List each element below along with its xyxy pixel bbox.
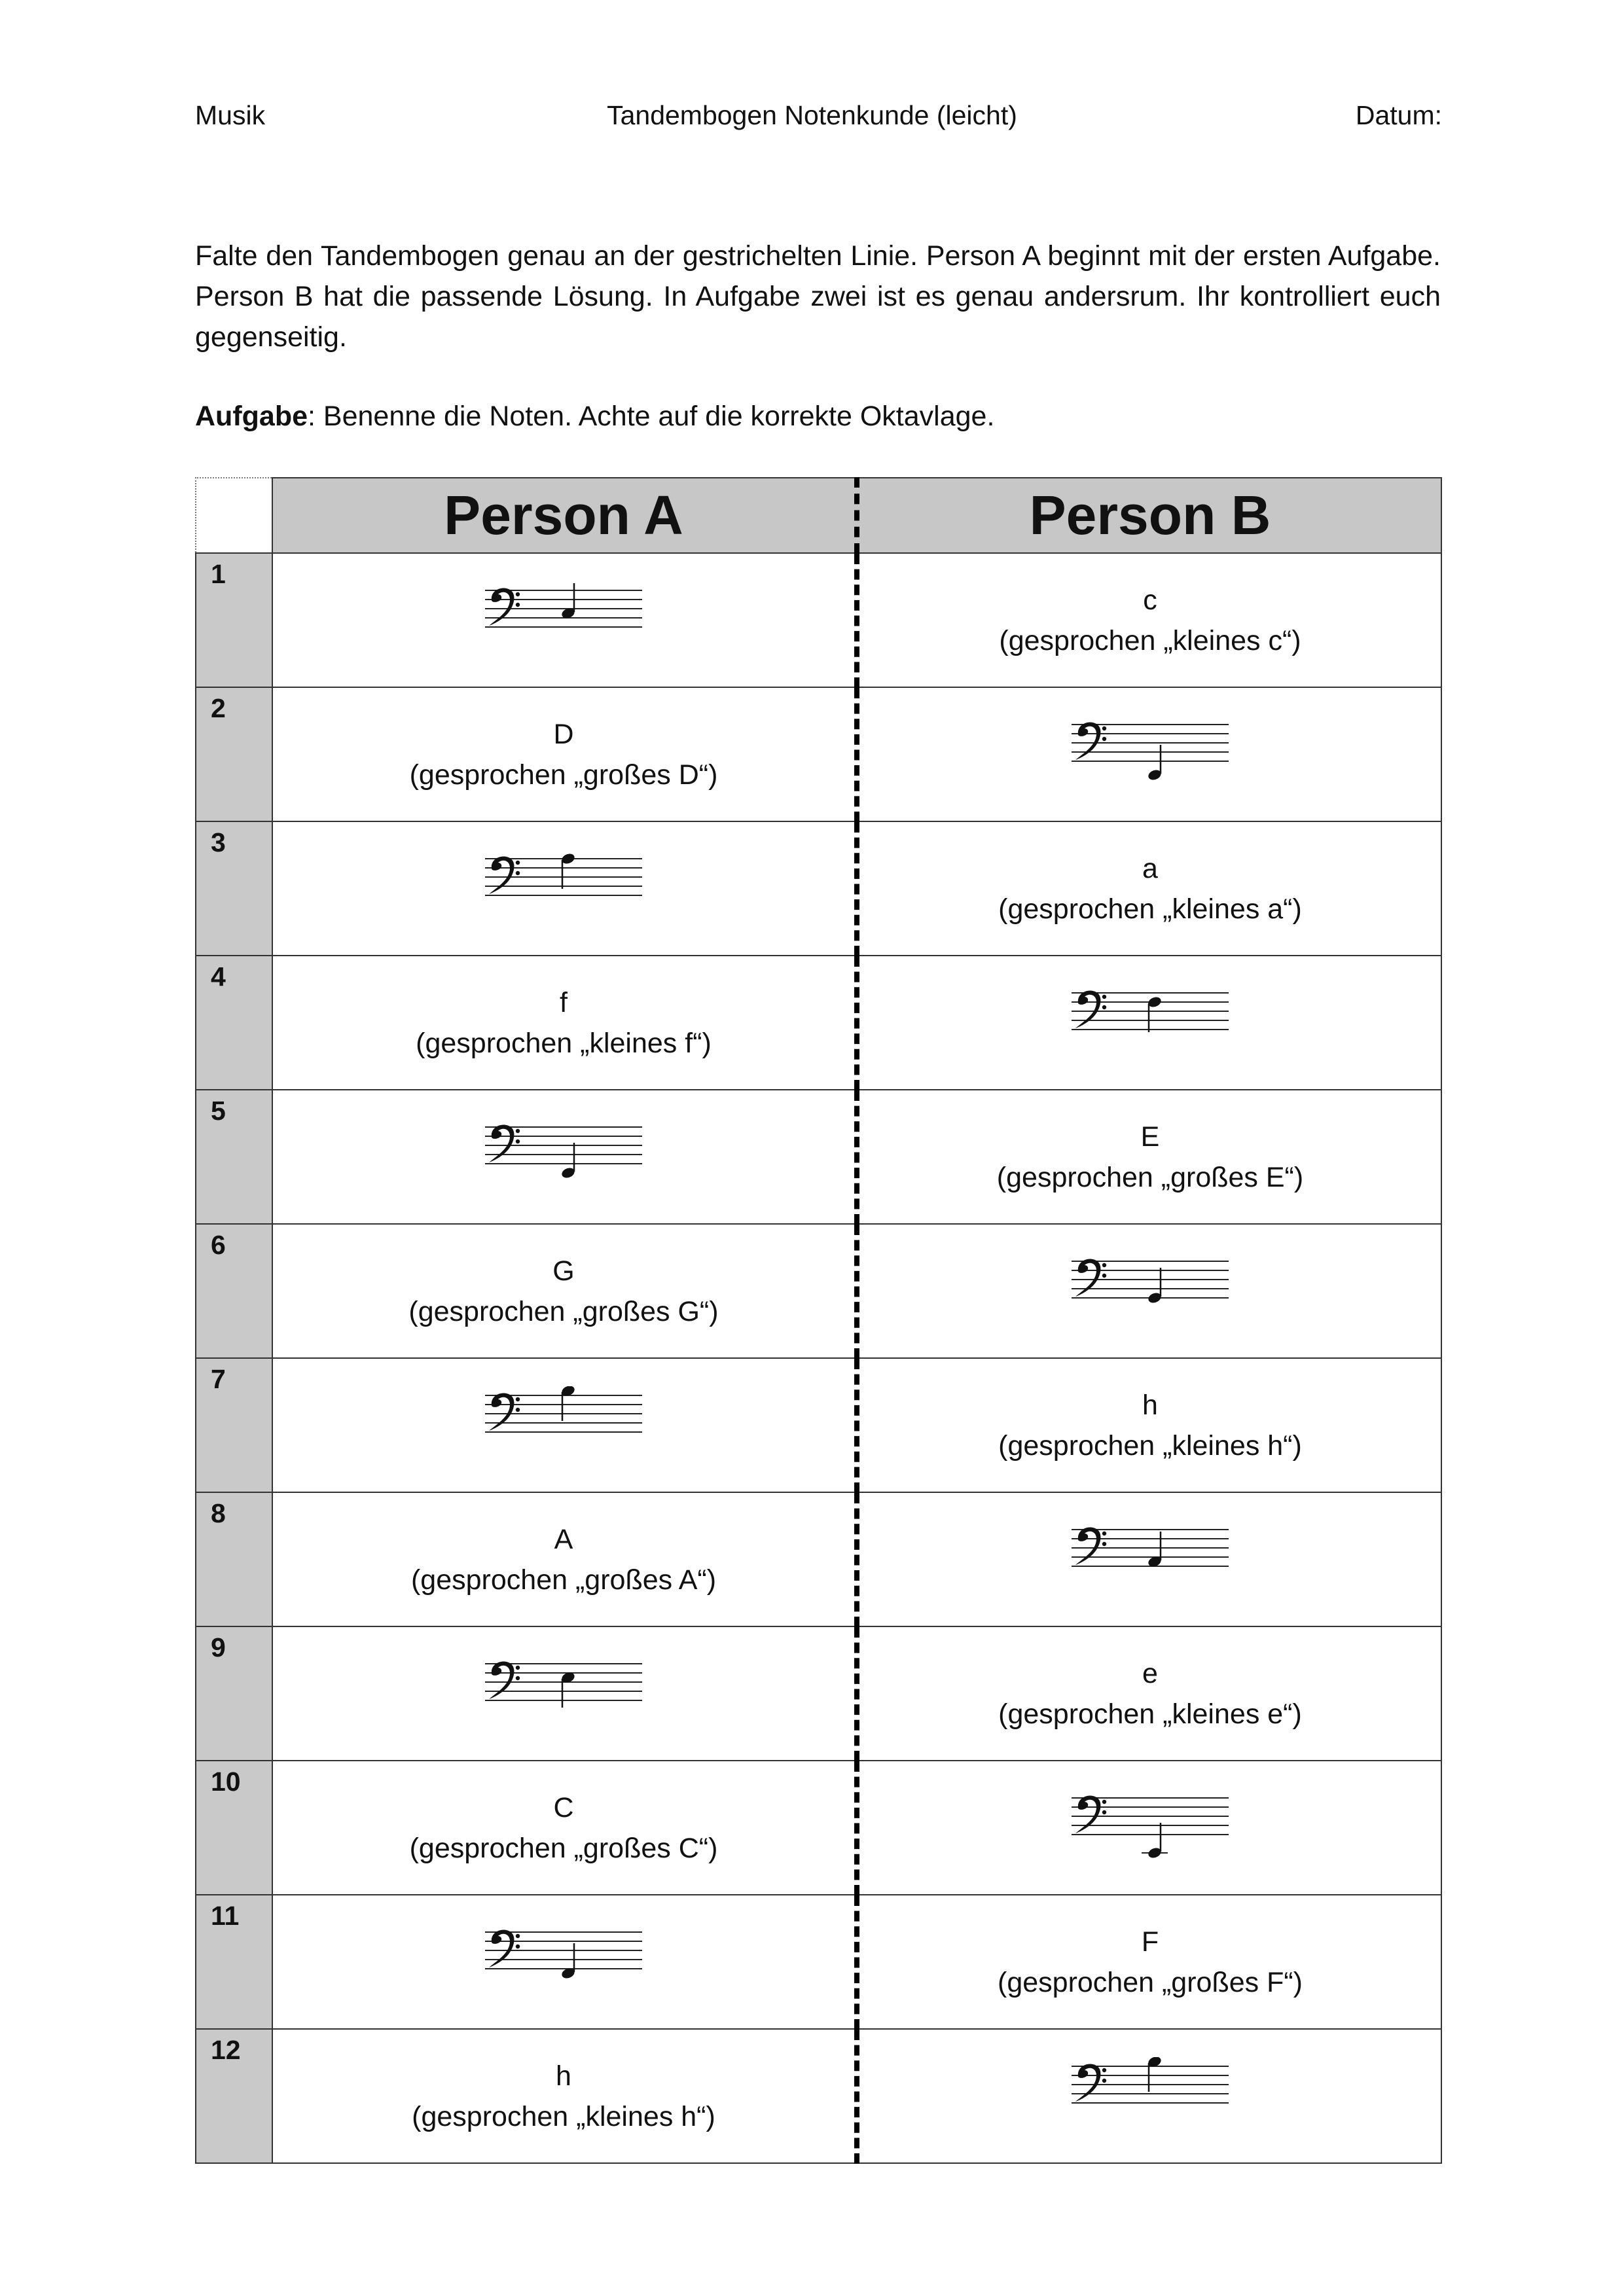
note-name: c <box>1143 584 1157 616</box>
bass-staff <box>485 1923 642 2001</box>
task-text: : Benenne die Noten. Achte auf die korrekte Oktavlage. <box>308 401 995 432</box>
bass-clef-icon <box>489 1661 514 1699</box>
note-name: C <box>553 1791 574 1823</box>
table-row <box>196 1224 1441 1358</box>
note-spoken: (gesprochen „kleines a“) <box>998 893 1302 925</box>
table-body <box>196 553 1441 2163</box>
person-b-cell <box>857 687 1441 821</box>
clef-dot <box>1102 994 1106 998</box>
note-spoken: (gesprochen „großes D“) <box>409 759 718 791</box>
tandem-table <box>195 477 1442 2164</box>
answer-text <box>859 1117 1441 1198</box>
person-b-cell <box>857 1626 1441 1761</box>
note-spoken: (gesprochen „kleines c“) <box>999 624 1301 656</box>
table-row <box>196 1626 1441 1761</box>
corner-cell <box>196 478 272 553</box>
row-number: 2 <box>196 687 272 821</box>
person-a-cell <box>272 821 857 956</box>
answer-text <box>859 1653 1441 1734</box>
person-a-cell <box>272 1895 857 2029</box>
bass-staff <box>485 581 642 660</box>
clef-dot <box>1102 1005 1106 1009</box>
note-name: h <box>556 2060 571 2092</box>
bass-staff <box>485 1118 642 1196</box>
note-name: D <box>553 718 574 750</box>
person-b-cell <box>857 553 1441 687</box>
bass-staff <box>1072 1520 1229 1599</box>
note-spoken: (gesprochen „großes G“) <box>408 1295 719 1327</box>
table-row <box>196 1761 1441 1895</box>
row-number: 10 <box>196 1761 272 1895</box>
table-row <box>196 821 1441 956</box>
bass-clef-icon <box>1075 722 1100 760</box>
person-a-cell <box>272 553 857 687</box>
row-number: 9 <box>196 1626 272 1761</box>
row-number: 6 <box>196 1224 272 1358</box>
note-spoken: (gesprochen „großes C“) <box>409 1832 718 1864</box>
person-a-cell <box>272 956 857 1090</box>
person-a-cell <box>272 1090 857 1224</box>
bass-staff <box>1072 2057 1229 2136</box>
note-spoken: (gesprochen „kleines h“) <box>412 2100 715 2132</box>
note-name: e <box>1142 1657 1158 1689</box>
clef-dot <box>516 870 520 874</box>
answer-text <box>273 1519 854 1600</box>
row-number: 8 <box>196 1492 272 1626</box>
clef-dot <box>516 1128 520 1132</box>
clef-dot <box>1102 1541 1106 1545</box>
answer-text <box>273 1251 854 1332</box>
note-spoken: (gesprochen „großes A“) <box>410 1564 717 1596</box>
bass-staff <box>485 1386 642 1465</box>
table-row <box>196 687 1441 821</box>
person-a-cell <box>272 1761 857 1895</box>
person-b-cell <box>857 1358 1441 1492</box>
clef-dot <box>1102 1531 1106 1535</box>
row-number: 11 <box>196 1895 272 2029</box>
row-number: 5 <box>196 1090 272 1224</box>
answer-text <box>859 1922 1441 2003</box>
bass-clef-icon <box>489 1124 514 1162</box>
note-spoken: (gesprochen „großes E“) <box>996 1161 1304 1193</box>
clef-dot <box>516 1397 520 1401</box>
note-spoken: (gesprochen „kleines h“) <box>998 1429 1302 1462</box>
person-b-header: Person B <box>857 478 1441 553</box>
person-a-cell <box>272 2029 857 2163</box>
clef-dot <box>516 1933 520 1937</box>
bass-staff <box>485 850 642 928</box>
person-b-cell <box>857 1761 1441 1895</box>
bass-staff <box>1072 715 1229 794</box>
table-row <box>196 1492 1441 1626</box>
note-name: G <box>552 1255 575 1287</box>
clef-dot <box>516 1139 520 1143</box>
person-b-cell <box>857 2029 1441 2163</box>
person-a-cell <box>272 1224 857 1358</box>
note-name: a <box>1142 852 1158 884</box>
clef-dot <box>516 602 520 606</box>
answer-text <box>273 714 854 795</box>
bass-staff <box>1072 984 1229 1062</box>
subject-label: Musik <box>195 100 266 130</box>
person-b-cell <box>857 1224 1441 1358</box>
clef-dot <box>516 1665 520 1669</box>
clef-dot <box>1102 2068 1106 2072</box>
clef-dot <box>1102 1263 1106 1266</box>
bass-clef-icon <box>1075 2064 1100 2102</box>
table-header-row <box>196 478 1441 553</box>
row-number: 7 <box>196 1358 272 1492</box>
answer-text <box>273 1787 854 1869</box>
person-b-cell <box>857 821 1441 956</box>
row-number: 1 <box>196 553 272 687</box>
instructions-text: Falte den Tandembogen genau an der gestrichelten Linie. Person A beginnt mit der ersten Aufgabe. Person B hat die passende Lösung. In Aufgabe zwei ist es genau andersrum. Ihr kontrolliert euch gegenseitig. <box>195 240 1441 353</box>
task-line <box>195 396 994 437</box>
person-a-header: Person A <box>272 478 857 553</box>
answer-text <box>859 1385 1441 1466</box>
row-number: 12 <box>196 2029 272 2163</box>
bass-clef-icon <box>1075 1259 1100 1297</box>
answer-text <box>859 848 1441 929</box>
answer-text <box>273 982 854 1064</box>
bass-clef-icon <box>489 1393 514 1431</box>
worksheet-title: Tandembogen Notenkunde (leicht) <box>607 100 1017 130</box>
bass-staff <box>1072 1252 1229 1331</box>
note-name: h <box>1142 1389 1158 1421</box>
person-b-cell <box>857 956 1441 1090</box>
note-name: f <box>560 986 568 1018</box>
note-spoken: (gesprochen „großes F“) <box>998 1966 1303 1998</box>
person-a-cell <box>272 1626 857 1761</box>
note-spoken: (gesprochen „kleines e“) <box>998 1698 1302 1730</box>
table-row <box>196 2029 1441 2163</box>
task-label: Aufgabe <box>195 401 308 432</box>
clef-dot <box>1102 736 1106 740</box>
answer-text <box>859 580 1441 661</box>
note-name: F <box>1141 1926 1159 1958</box>
row-number: 3 <box>196 821 272 956</box>
bass-clef-icon <box>489 856 514 894</box>
table-row <box>196 956 1441 1090</box>
bass-staff <box>1072 1789 1229 1867</box>
clef-dot <box>516 860 520 864</box>
clef-dot <box>516 1676 520 1679</box>
table-row <box>196 553 1441 687</box>
clef-dot <box>1102 2078 1106 2082</box>
clef-dot <box>516 592 520 596</box>
person-a-cell <box>272 1492 857 1626</box>
table-row <box>196 1895 1441 2029</box>
note-name: E <box>1140 1121 1160 1153</box>
row-number: 4 <box>196 956 272 1090</box>
date-label: Datum: <box>1355 100 1442 130</box>
person-a-cell <box>272 1358 857 1492</box>
clef-dot <box>1102 1810 1106 1814</box>
bass-clef-icon <box>489 588 514 626</box>
person-a-cell <box>272 687 857 821</box>
person-b-cell <box>857 1090 1441 1224</box>
clef-dot <box>1102 1273 1106 1277</box>
bass-clef-icon <box>489 1929 514 1967</box>
clef-dot <box>1102 726 1106 730</box>
table-row <box>196 1090 1441 1224</box>
person-b-cell <box>857 1492 1441 1626</box>
clef-dot <box>1102 1799 1106 1803</box>
clef-dot <box>516 1944 520 1948</box>
bass-staff <box>485 1655 642 1733</box>
bass-clef-icon <box>1075 990 1100 1028</box>
instructions <box>195 236 1441 357</box>
person-b-cell <box>857 1895 1441 2029</box>
bass-clef-icon <box>1075 1795 1100 1833</box>
table-row <box>196 1358 1441 1492</box>
note-spoken: (gesprochen „kleines f“) <box>416 1027 712 1059</box>
answer-text <box>273 2056 854 2137</box>
note-name: A <box>554 1523 573 1555</box>
clef-dot <box>516 1407 520 1411</box>
bass-clef-icon <box>1075 1527 1100 1565</box>
